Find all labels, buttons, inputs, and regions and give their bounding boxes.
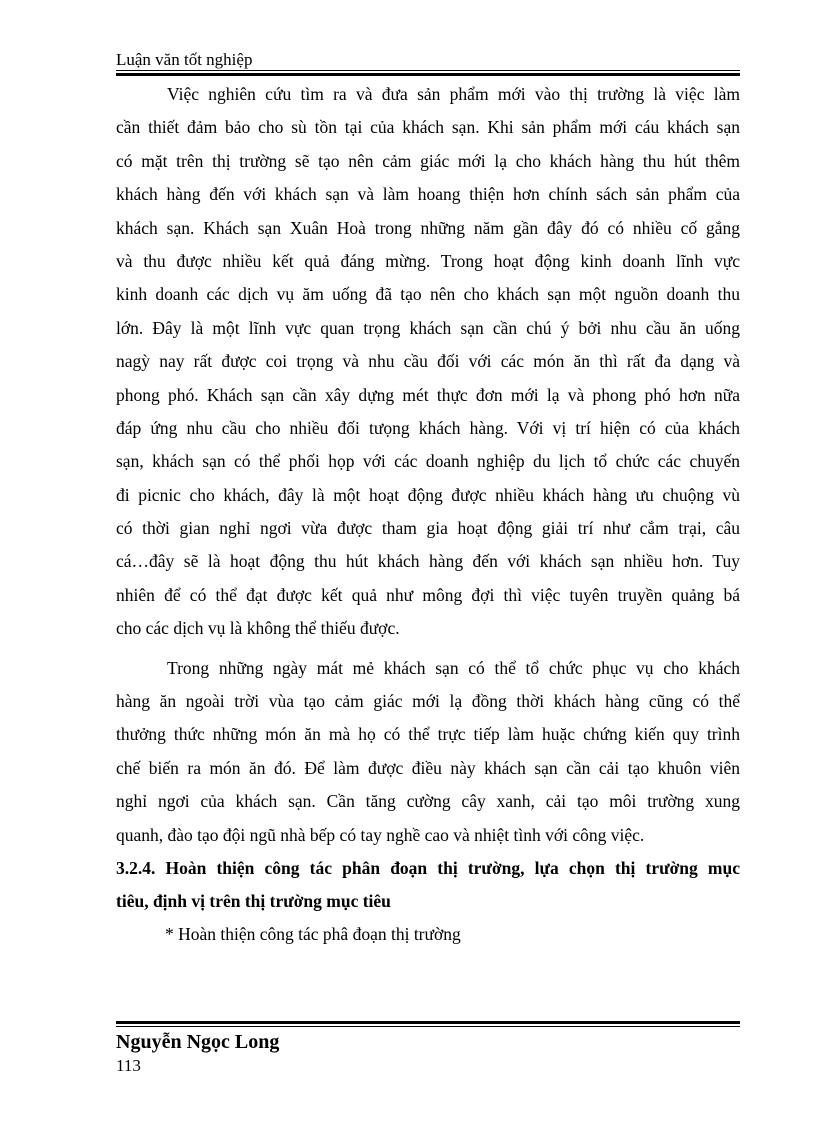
page-header-title: Luận văn tốt nghiệp — [116, 50, 253, 69]
text-line: cho các dịch vụ là không thể thiếu được. — [116, 618, 400, 639]
header-rule-thick — [116, 73, 740, 76]
paragraph-2 — [116, 652, 740, 852]
text-line: cần thiết đảm bảo cho sù tồn tại của khách sạn. Khi sản phẩm mới cáu khách sạn — [116, 117, 740, 138]
text-line: đi picnic cho khách, đây là một hoạt động được nhiều khách hàng ưu chuộng vù — [116, 484, 740, 505]
text-line: Trong những ngày mát mẻ khách sạn có thể tổ chức phục vụ cho khách — [167, 657, 740, 678]
text-line: có mặt trên thị trường sẽ tạo nên cảm giác mới lạ cho khách hàng thu hút thêm — [116, 150, 740, 171]
text-line: phong phó. Khách sạn cần xây dựng mét thực đơn mới lạ và phong phó hơn nữa — [116, 384, 740, 405]
text-line: chế biến ra món ăn đó. Để làm được điều này khách sạn cần cải tạo khuôn viên — [116, 757, 740, 778]
text-line: khách hàng đến với khách sạn và làm hoang thiện hơn chính sách sản phẩm của — [116, 184, 740, 205]
text-line: kinh doanh các dịch vụ ăm uống đã tạo nên cho khách sạn một nguồn doanh thu — [116, 284, 740, 305]
text-line: có thời gian nghỉ ngơi vừa được tham gia hoạt động giải trí như cắm trại, câu — [116, 518, 740, 539]
text-line: khách sạn. Khách sạn Xuân Hoà trong những năm gần đây đó có nhiều cố gắng — [116, 217, 740, 238]
footer-author: Nguyễn Ngọc Long — [116, 1031, 280, 1053]
text-line: lớn. Đây là một lĩnh vực quan trọng khách sạn cần chú ý bởi nhu cầu ăn uống — [116, 317, 740, 338]
heading-line: tiêu, định vị trên thị trường mục tiêu — [116, 890, 391, 911]
page-number: 113 — [116, 1056, 141, 1075]
footer-rule-thin — [116, 1026, 740, 1027]
heading-line: 3.2.4. Hoàn thiện công tác phân đoạn thị trường, lựa chọn thị trường mục — [116, 857, 740, 878]
paragraph-1 — [116, 78, 740, 646]
text-line: và thu được nhiều kết quả đáng mừng. Trong hoạt động kinh doanh lĩnh vực — [116, 250, 740, 271]
bullet-item: * Hoàn thiện công tác phâ đoạn thị trường — [165, 923, 461, 944]
text-line: cá…đây sẽ là hoạt động thu hút khách hàng đến với khách sạn nhiều hơn. Tuy — [116, 551, 740, 572]
text-line: sạn, khách sạn có thể phối họp với các doanh nghiệp du lịch tổ chức các chuyến — [116, 451, 740, 472]
text-line: thưởng thức những món ăn mà họ có thể trực tiếp làm huặc chứng kiến quy trình — [116, 724, 740, 745]
footer-rule-thick — [116, 1021, 740, 1024]
text-line: nghỉ ngơi của khách sạn. Cần tăng cường cây xanh, cải tạo môi trường xung — [116, 791, 740, 812]
text-line: nhiên để có thể đạt được kết quả như mông đợi thì việc tuyên truyền quảng bá — [116, 584, 740, 605]
header-rule-thin — [116, 70, 740, 71]
text-line: quanh, đào tạo đội ngũ nhà bếp có tay nghề cao và nhiệt tình với công việc. — [116, 824, 645, 845]
text-line: nagỳ nay rất được coi trọng và nhu cầu đối với các món ăn thì rất đa dạng và — [116, 351, 740, 372]
text-line: Việc nghiên cứu tìm ra và đưa sản phẩm mới vào thị trường là việc làm — [167, 84, 740, 104]
document-body — [116, 78, 740, 951]
text-line: hàng ăn ngoài trời vùa tạo cảm giác mới lạ đồng thời khách hàng cũng có thể — [116, 691, 740, 712]
text-line: đáp ứng nhu cầu cho nhiều đối tưọng khách hàng. Với vị trí hiện có của khách — [116, 417, 740, 438]
section-heading — [116, 852, 740, 918]
